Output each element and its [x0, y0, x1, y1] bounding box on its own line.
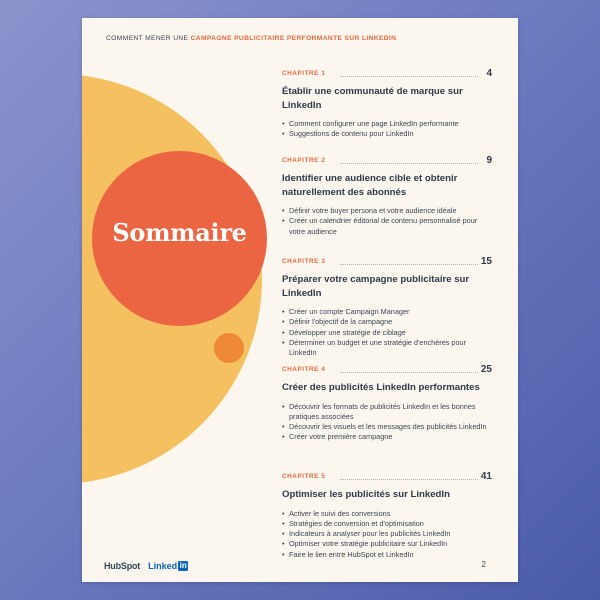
- chapter-page-number: 4: [486, 68, 492, 79]
- list-item: • Créer un compte Campaign Manager: [282, 307, 492, 317]
- chapter-bullets: [282, 307, 492, 358]
- chapter-bullets: [282, 119, 492, 140]
- chapter-label: CHAPITRE 4: [282, 366, 326, 373]
- list-item: • Découvrir les visuels et les messages des publicités LinkedIn: [282, 422, 492, 432]
- list-item: • Déterminer un budget et une stratégie d'enchères pour LinkedIn: [282, 338, 492, 359]
- list-item: • Définir l'objectif de la campagne: [282, 317, 492, 327]
- linkedin-logo: [148, 561, 188, 571]
- list-item: • Comment configurer une page LinkedIn performante: [282, 119, 492, 129]
- chapter-label: CHAPITRE 1: [282, 70, 326, 77]
- chapter-title: Établir une communauté de marque sur LinkedIn: [282, 86, 463, 111]
- footer-logos: [104, 559, 188, 573]
- dotted-leader: [340, 372, 478, 373]
- chapter-1: [282, 68, 492, 140]
- chapter-page-number: 41: [480, 471, 492, 482]
- page-number: 2: [481, 560, 486, 569]
- list-item: • Créer un calendrier éditorial de contenu personnalisé pour votre audience: [282, 216, 492, 237]
- orange-dot-decoration: [214, 333, 244, 363]
- document-header: [106, 35, 396, 42]
- list-item: • Indicateurs à analyser pour les publicités LinkedIn: [282, 529, 492, 539]
- chapter-5: [282, 471, 492, 560]
- chapter-bullets: [282, 509, 492, 560]
- chapter-3: [282, 256, 492, 358]
- dotted-leader: [340, 264, 478, 265]
- document-page: [82, 18, 518, 582]
- chapter-2: [282, 155, 492, 237]
- dotted-leader: [340, 76, 478, 77]
- hubspot-logo: HubSpot: [104, 561, 141, 571]
- chapter-label: CHAPITRE 2: [282, 157, 326, 164]
- chapter-title: Identifier une audience cible et obtenir naturellement des abonnés: [282, 173, 458, 198]
- chapter-bullets: [282, 206, 492, 237]
- list-item: • Découvrir les formats de publicités LinkedIn et les bonnes pratiques associées: [282, 402, 492, 423]
- list-item: • Activer le suivi des conversions: [282, 509, 492, 519]
- linkedin-logo-text: Linked: [148, 561, 178, 571]
- header-highlight: CAMPAGNE PUBLICITAIRE PERFORMANTE SUR LINKEDIN: [190, 35, 397, 42]
- chapter-page-number: 15: [480, 256, 492, 267]
- chapter-bullets: [282, 402, 492, 443]
- list-item: • Stratégies de conversion et d'optimisation: [282, 519, 492, 529]
- chapter-page-number: 25: [480, 364, 492, 375]
- header-prefix: COMMENT MENER UNE: [106, 35, 189, 42]
- chapter-label: CHAPITRE 3: [282, 258, 326, 265]
- dotted-leader: [340, 479, 478, 480]
- chapter-title: Optimiser les publicités sur LinkedIn: [282, 489, 450, 500]
- list-item: • Faire le lien entre HubSpot et LinkedIn: [282, 550, 492, 560]
- chapter-title: Créer des publicités LinkedIn performantes: [282, 382, 480, 393]
- dotted-leader: [340, 163, 478, 164]
- chapter-4: [282, 364, 492, 443]
- list-item: • Créer votre première campagne: [282, 432, 492, 442]
- list-item: • Optimiser votre stratégie publicitaire sur LinkedIn: [282, 539, 492, 549]
- list-item: • Définir votre buyer persona et votre audience idéale: [282, 206, 492, 216]
- chapter-label: CHAPITRE 5: [282, 473, 326, 480]
- chapter-page-number: 9: [486, 155, 492, 166]
- linkedin-in-icon: in: [179, 561, 187, 570]
- chapter-title: Préparer votre campagne publicitaire sur LinkedIn: [282, 274, 470, 299]
- list-item: • Développer une stratégie de ciblage: [282, 328, 492, 338]
- list-item: • Suggestions de contenu pour LinkedIn: [282, 129, 492, 139]
- page-title: Sommaire: [112, 218, 247, 247]
